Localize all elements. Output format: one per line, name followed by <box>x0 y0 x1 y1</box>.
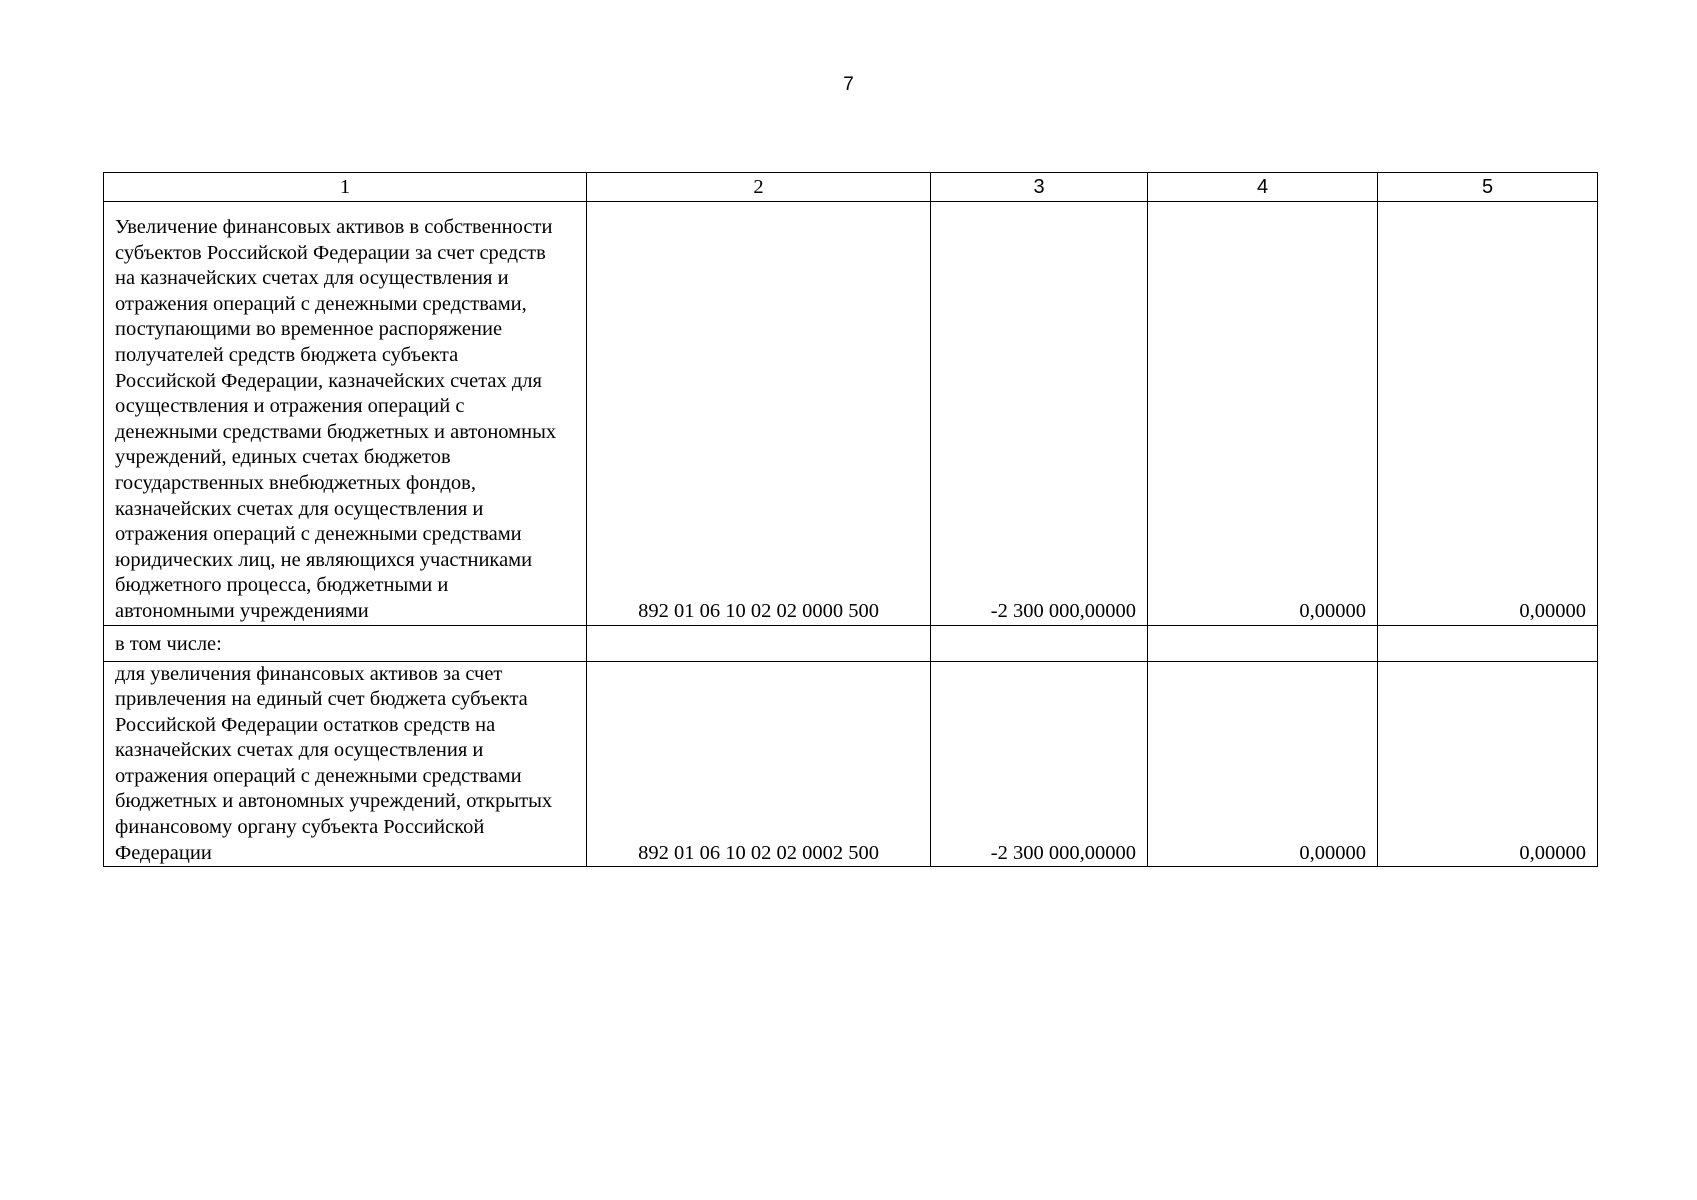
row-description: для увеличения финансовых активов за счет привлечения на единый счет бюджета субъекта Российской Федерации остатков средств на казначейских счетах для осуществления и отражения операций с денежными средствами бюджетных и автономных учреждений, открытых финансовому органу субъекта Российской Федерации <box>104 661 587 867</box>
table-row <box>104 661 1598 867</box>
row-value-col5: 0,00000 <box>1378 202 1598 626</box>
column-header-4: 4 <box>1148 173 1378 202</box>
page-number: 7 <box>843 74 854 95</box>
row-value-col4 <box>1148 625 1378 661</box>
row-value-col3: -2 300 000,00000 <box>931 661 1148 867</box>
row-value-col3 <box>931 625 1148 661</box>
column-header-2: 2 <box>587 173 931 202</box>
column-header-5: 5 <box>1378 173 1598 202</box>
row-value-col4: 0,00000 <box>1148 661 1378 867</box>
table-row <box>104 625 1598 661</box>
row-code <box>587 625 931 661</box>
row-value-col5: 0,00000 <box>1378 661 1598 867</box>
row-value-col5 <box>1378 625 1598 661</box>
column-header-1: 1 <box>104 173 587 202</box>
row-code: 892 01 06 10 02 02 0000 500 <box>587 202 931 626</box>
table-row <box>104 202 1598 626</box>
row-value-col3: -2 300 000,00000 <box>931 202 1148 626</box>
row-description: в том числе: <box>104 625 587 661</box>
column-header-3: 3 <box>931 173 1148 202</box>
table-header-row <box>104 173 1598 202</box>
budget-sources-table <box>103 172 1598 867</box>
row-value-col4: 0,00000 <box>1148 202 1378 626</box>
row-description: Увеличение финансовых активов в собственности субъектов Российской Федерации за счет средств на казначейских счетах для осуществления и отражения операций с денежными средствами, поступающими во временное распоряжение получателей средств бюджета субъекта Российской Федерации, казначейских счетах для осуществления и отражения операций с денежными средствами бюджетных и автономных учреждений, единых счетах бюджетов государственных внебюджетных фондов, казначейских счетах для осуществления и отражения операций с денежными средствами юридических лиц, не являющихся участниками бюджетного процесса, бюджетными и автономными учреждениями <box>104 202 587 626</box>
row-code: 892 01 06 10 02 02 0002 500 <box>587 661 931 867</box>
